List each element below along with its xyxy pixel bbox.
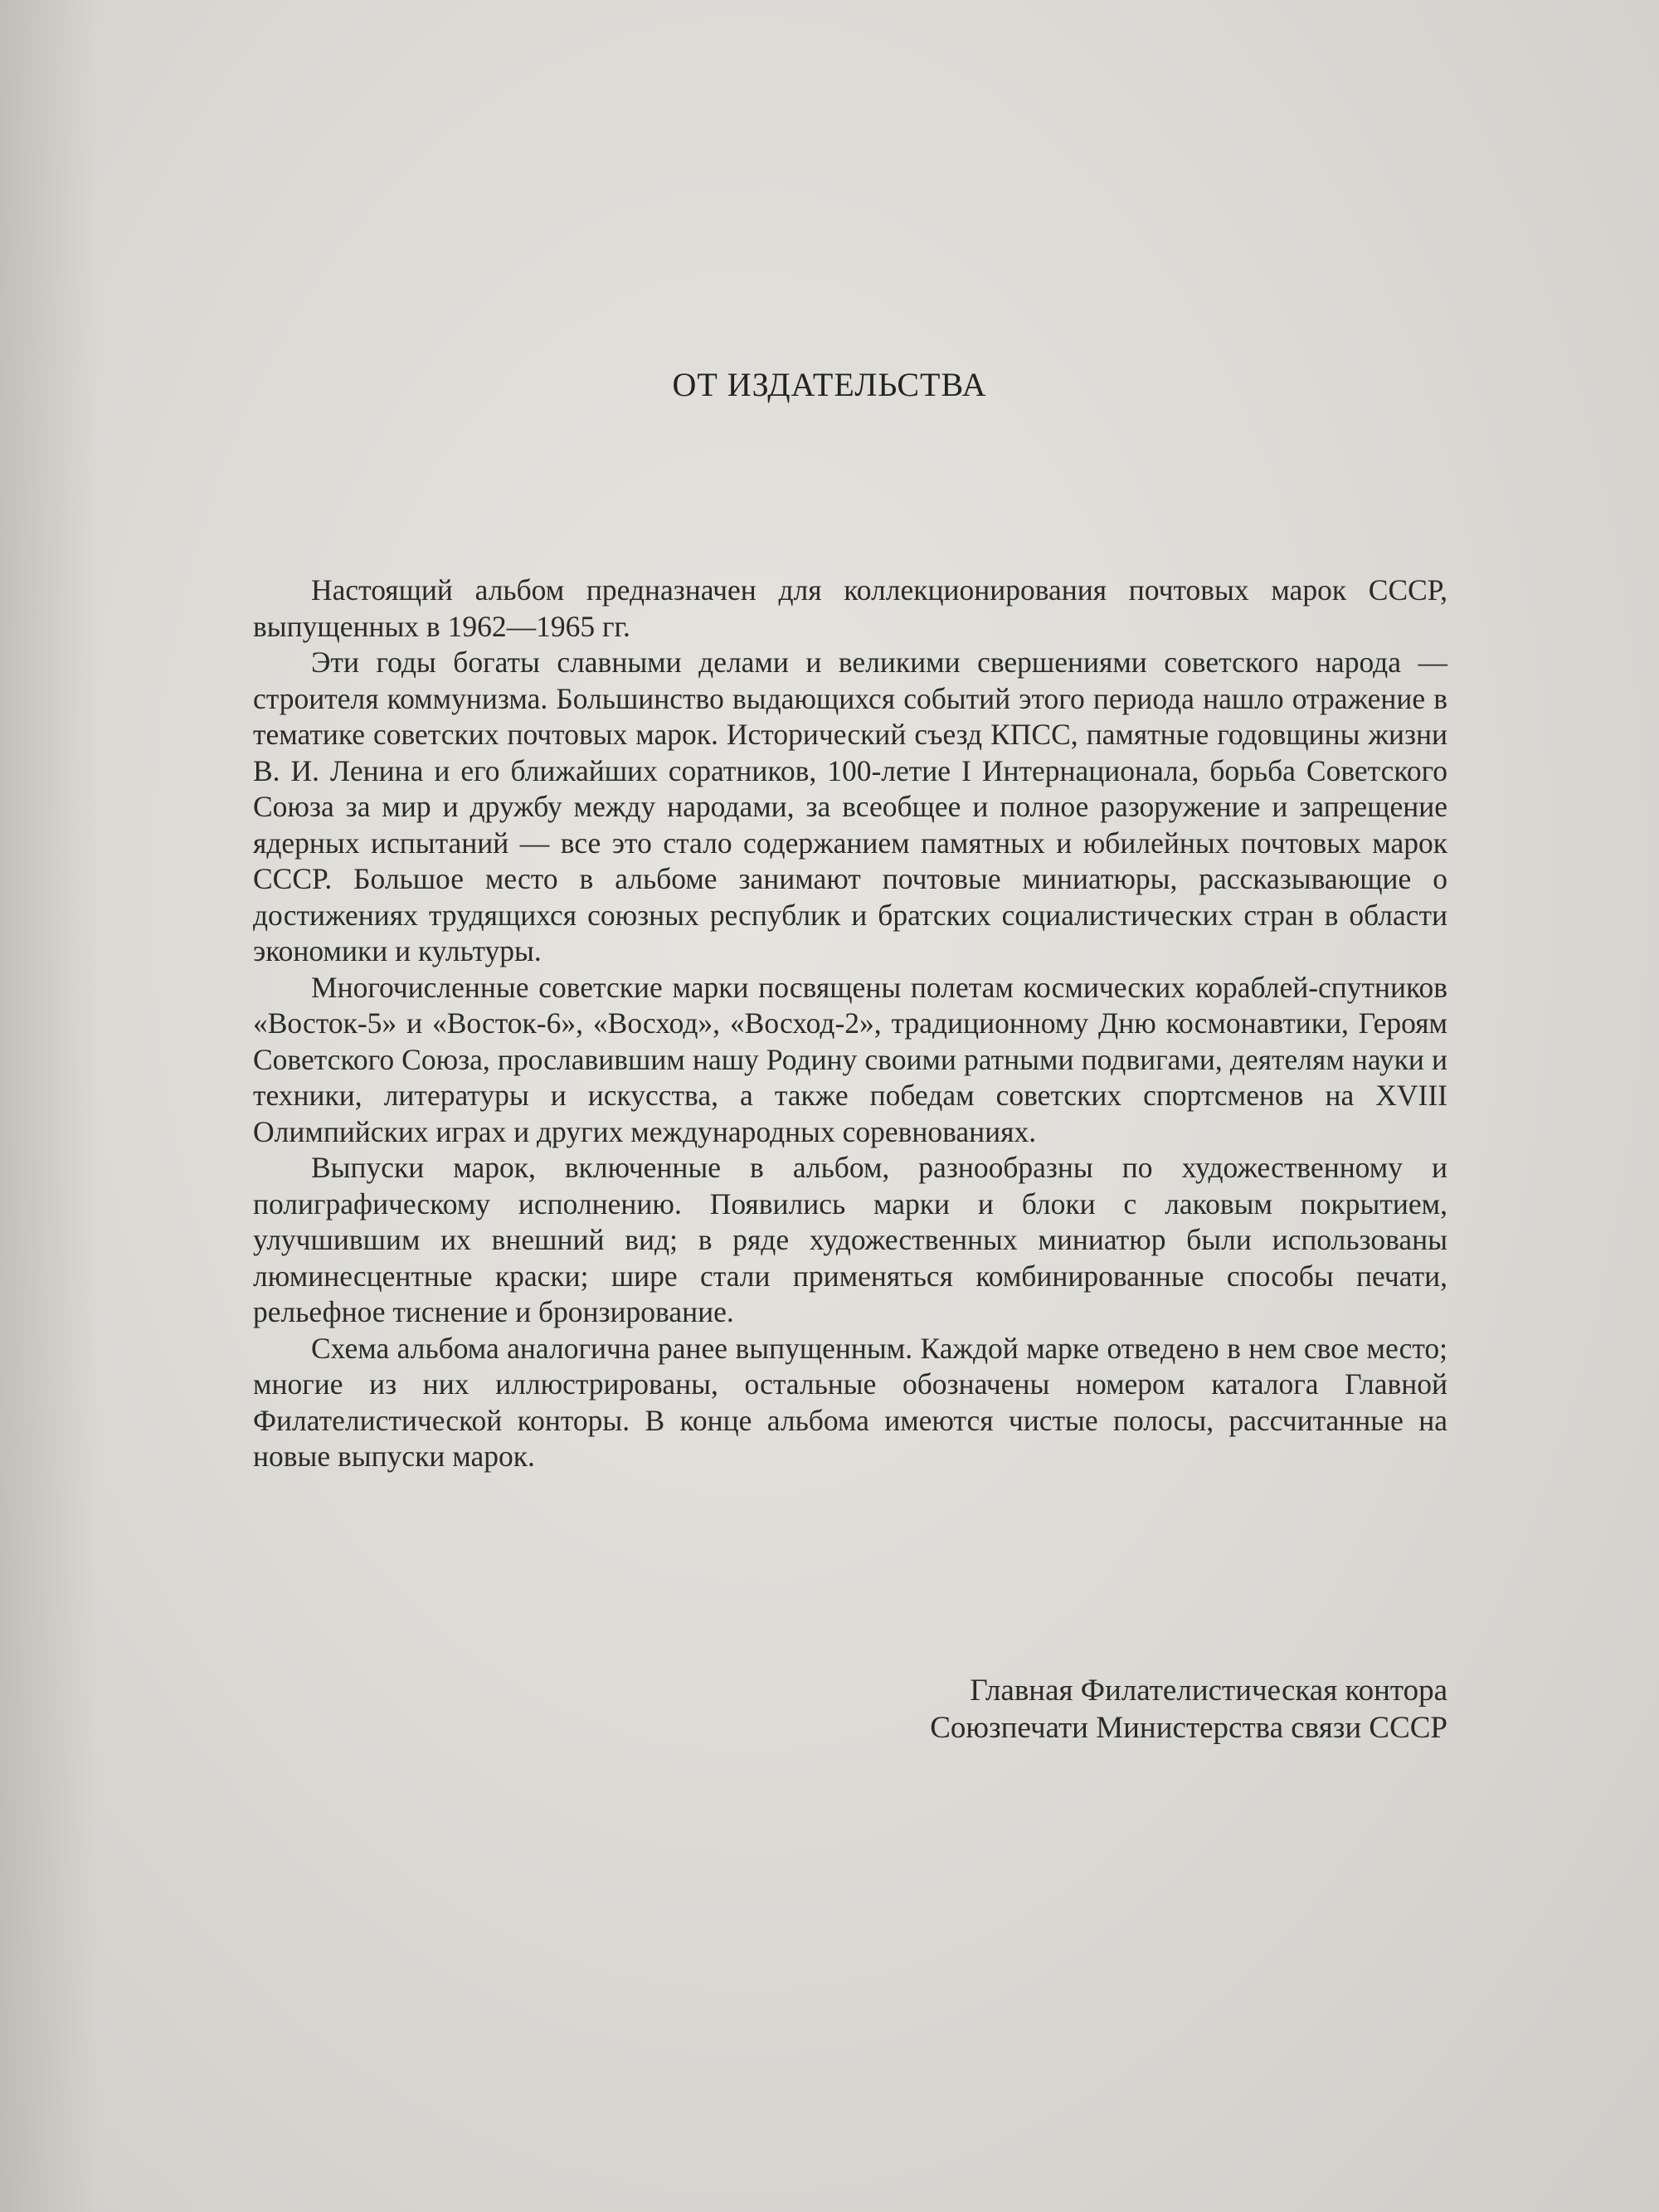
paragraph-1: Настоящий альбом предназначен для коллекционирования почтовых марок СССР, выпущенных в 1962—1965 гг. bbox=[253, 573, 1447, 643]
body-text bbox=[253, 572, 1447, 1475]
page-title: ОТ ИЗДАТЕЛЬСТВА bbox=[672, 366, 987, 403]
publisher-signature bbox=[930, 1672, 1447, 1747]
paragraph-3: Многочисленные советские марки посвящены полетам космических кораблей-спутников «Восток-5» и «Восток-6», «Восход», «Восход-2», традиционному Дню космонавтики, Героям Советского Союза, прославившим нашу Родину своими ратными подвигами, деятелям науки и техники, литературы и искусства, а также победам советских спортсменов на XVIII Олимпийских играх и других международных соревнованиях. bbox=[253, 970, 1447, 1148]
signature-line-2: Союзпечати Министерства связи СССР bbox=[930, 1711, 1447, 1745]
paragraph-2: Эти годы богаты славными делами и великими свершениями советского народа — строителя коммунизма. Большинство выдающихся событий этого периода нашло отражение в тематике советских почтовых марок. Исторический съезд КПСС, памятные годовщины жизни В. И. Ленина и его ближайших соратников, 100-летие I Интернационала, борьба Советского Союза за мир и дружбу между народами, за всеобщее и полное разоружение и запрещение ядерных испытаний — все это стало содержанием памятных и юбилейных почтовых марок СССР. Большое место в альбоме занимают почтовые миниатюры, рассказывающие о достижениях трудящихся союзных республик и братских социалистических стран в области экономики и культуры. bbox=[253, 646, 1447, 967]
page-edge-shadow bbox=[0, 0, 100, 2212]
signature-line-1: Главная Филателистическая контора bbox=[970, 1674, 1447, 1708]
paragraph-4: Выпуски марок, включенные в альбом, разнообразны по художественному и полиграфическому исполнению. Появились марки и блоки с лаковым покрытием, улучшившим их внешний вид; в ряде художественных миниатюр были использованы люминесцентные краски; шире стали применяться комбинированные способы печати, рельефное тиснение и бронзирование. bbox=[253, 1151, 1447, 1328]
paragraph-5: Схема альбома аналогична ранее выпущенным. Каждой марке отведено в нем свое место; многие из них иллюстрированы, остальные обозначены номером каталога Главной Филателистической конторы. В конце альбома имеются чистые полосы, рассчитанные на новые выпуски марок. bbox=[253, 1331, 1447, 1473]
